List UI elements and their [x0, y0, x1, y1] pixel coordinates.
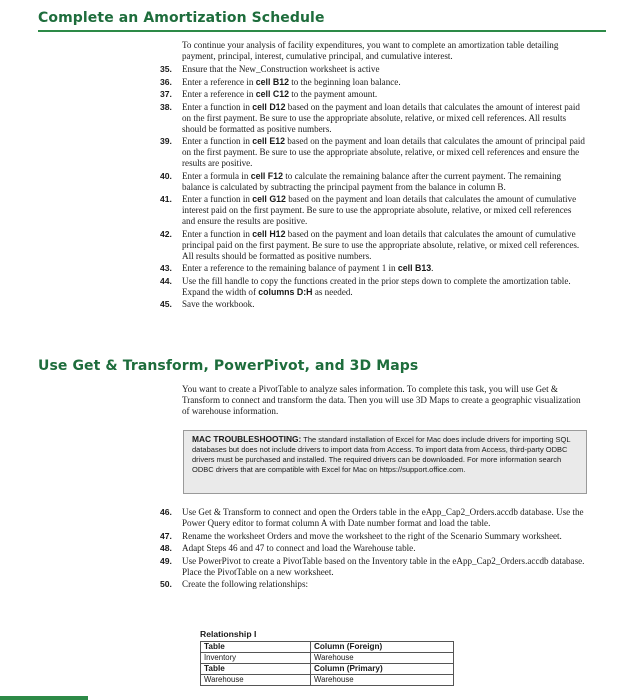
relationship-row [201, 675, 454, 686]
relationship-cell: Table [201, 664, 311, 675]
step-number: 40. [160, 170, 172, 181]
mac-troubleshooting-note [183, 430, 587, 494]
section-title-get-transform: Use Get & Transform, PowerPivot, and 3D Maps [38, 358, 419, 374]
step-number: 36. [160, 76, 172, 87]
step-item [160, 136, 586, 169]
step-emphasis: Orders [267, 530, 292, 541]
step-number: 35. [160, 64, 172, 74]
amortization-intro: To continue your analysis of facility expenditures, you want to complete an amortization table detailing payment, principal, interest, cumulative principal, and cumulative interest. [182, 40, 559, 61]
step-text: Enter a reference in [182, 89, 256, 99]
page-accent-bar [0, 696, 88, 700]
get-transform-intro: You want to create a PivotTable to analyze sales information. To complete this task, you will use Get & Transform to connect and transform the data. Then you will use 3D Maps to create a geographic visualization of warehouse information. [182, 384, 581, 416]
step-emphasis: cell E12 [252, 136, 285, 146]
relationship-cell: Table [201, 642, 311, 653]
step-item [160, 102, 586, 135]
section-title-amortization: Complete an Amortization Schedule [38, 10, 325, 26]
step-text: based on the payment and loan details that calculates the amount of cumulative principal paid on the first payment. Be sure to use the appropriate absolute, relative, or mixed cell references. All results should be formatted as positive numbers. [182, 228, 580, 261]
step-text: Rename the worksheet [182, 530, 268, 541]
relationship-row [201, 642, 454, 653]
step-number: 42. [160, 228, 172, 239]
step-text: Save the workbook. [182, 299, 255, 309]
step-item [160, 64, 586, 75]
step-text: and load the table. [421, 518, 491, 528]
step-number: 41. [160, 194, 172, 204]
step-number: 47. [160, 530, 172, 541]
step-item [160, 89, 586, 100]
step-text: as needed. [312, 286, 353, 297]
step-number: 43. [160, 263, 172, 273]
relationship-cell: Column (Primary) [311, 664, 454, 675]
step-text: to the beginning loan balance. [288, 76, 401, 87]
amortization-steps-list [160, 64, 586, 312]
get-transform-steps-list [160, 507, 586, 592]
step-number: 50. [160, 579, 172, 589]
step-item [160, 194, 586, 227]
step-item [160, 276, 586, 298]
step-item [160, 77, 586, 88]
step-item [160, 263, 586, 274]
step-text: and move the worksheet to the right of the Scenario Summary worksheet. [291, 530, 562, 541]
step-text: based on the payment and loan details that calculates the amount of principal paid on the first payment. Be sure to use the appropriate absolute, relative, or mixed cell references and ensure the results are positive. [182, 136, 585, 168]
step-emphasis: Orders table [351, 507, 397, 517]
step-text: Enter a reference to the remaining balance of payment 1 in [182, 263, 398, 273]
step-emphasis: Inventory table [372, 555, 428, 566]
step-number: 49. [160, 555, 172, 566]
relationship-row [201, 664, 454, 675]
step-text: Enter a function in [182, 101, 253, 112]
step-text: to calculate the remaining balance after the current payment. The remaining balance is calculated by subtracting the principal payment from the balance in column B. [182, 170, 562, 192]
step-number: 48. [160, 543, 172, 553]
step-text: Adapt Steps 46 and 47 to connect and load the [182, 543, 354, 553]
step-emphasis: cell H12 [252, 228, 286, 239]
step-emphasis: Warehouse table [353, 543, 414, 553]
relationship-cell: Warehouse [311, 653, 454, 664]
step-text: . [413, 543, 416, 553]
step-emphasis: cell F12 [250, 170, 283, 181]
relationship-cell: Inventory [201, 653, 311, 664]
step-emphasis: columns D:H [258, 286, 313, 297]
step-text: based on the payment and loan details that calculates the amount of interest paid on the first payment. Be sure to use the appropriate absolute, relative, or mixed cell references. All results should be formatted as positive numbers. [182, 101, 580, 134]
step-text: Enter a function in [182, 194, 253, 204]
step-number: 46. [160, 507, 172, 517]
step-text: Use Get & Transform to connect and open the [182, 507, 352, 517]
step-item [160, 543, 586, 554]
step-text: . [431, 263, 434, 273]
step-text: Create the following relationships: [182, 579, 309, 589]
step-item [160, 507, 586, 529]
step-item [160, 171, 586, 193]
step-text: to the payment amount. [288, 89, 378, 99]
section-divider [38, 30, 606, 32]
step-item [160, 579, 586, 590]
step-item [160, 299, 586, 310]
step-emphasis: cell C12 [255, 89, 289, 99]
step-text: based on the payment and loan details that calculates the amount of cumulative interest paid on the first payment. Be sure to use the appropriate absolute, relative, or mixed cell references and ensure the results are positive. [182, 194, 577, 226]
relationship-table [200, 641, 454, 686]
mac-troubleshooting-label: MAC TROUBLESHOOTING: [192, 434, 302, 444]
step-number: 44. [160, 275, 172, 286]
step-text: in the eApp_Cap2_Orders.accdb database. Place the PivotTable on a new worksheet. [182, 555, 585, 577]
step-text: Use PowerPivot to create a PivotTable based on the [182, 555, 373, 566]
step-emphasis: Date number format [347, 518, 422, 528]
step-text: Ensure that the New_Construction worksheet is active [182, 64, 380, 74]
relationship-title: Relationship I [200, 629, 257, 639]
relationship-cell: Warehouse [201, 675, 311, 686]
step-item [160, 556, 586, 578]
step-number: 38. [160, 101, 172, 112]
relationship-row [201, 653, 454, 664]
step-item [160, 229, 586, 262]
step-number: 39. [160, 136, 172, 146]
step-text: Enter a reference in [182, 76, 256, 87]
step-emphasis: cell D12 [252, 101, 286, 112]
step-text: in the eApp_Cap2_Orders.accdb database. Use the Power Query editor to format column A with [182, 507, 584, 528]
mac-troubleshooting-text: The standard installation of Excel for Mac does include drivers for importing SQL databases but does not include drivers to import data from Access. To import data from Access, third-party ODBC drivers must be purchased and installed. The required drivers can be downloaded. For more information search ODBC drivers that are compatible with Excel for Mac on https://support.office.com. [192, 435, 571, 474]
step-text: Enter a formula in [182, 170, 251, 181]
relationship-cell: Column (Foreign) [311, 642, 454, 653]
step-number: 37. [160, 89, 172, 99]
step-item [160, 531, 586, 542]
relationship-cell: Warehouse [311, 675, 454, 686]
step-text: Enter a function in [182, 228, 253, 239]
step-emphasis: cell B13 [397, 263, 432, 273]
step-emphasis: cell B12 [255, 76, 289, 87]
step-text: Use the fill handle to copy the functions created in the prior steps down to complete the amortization table. Expand the width of [182, 275, 571, 297]
step-emphasis: cell G12 [252, 194, 286, 204]
step-number: 45. [160, 299, 172, 309]
step-text: Enter a function in [182, 136, 253, 146]
